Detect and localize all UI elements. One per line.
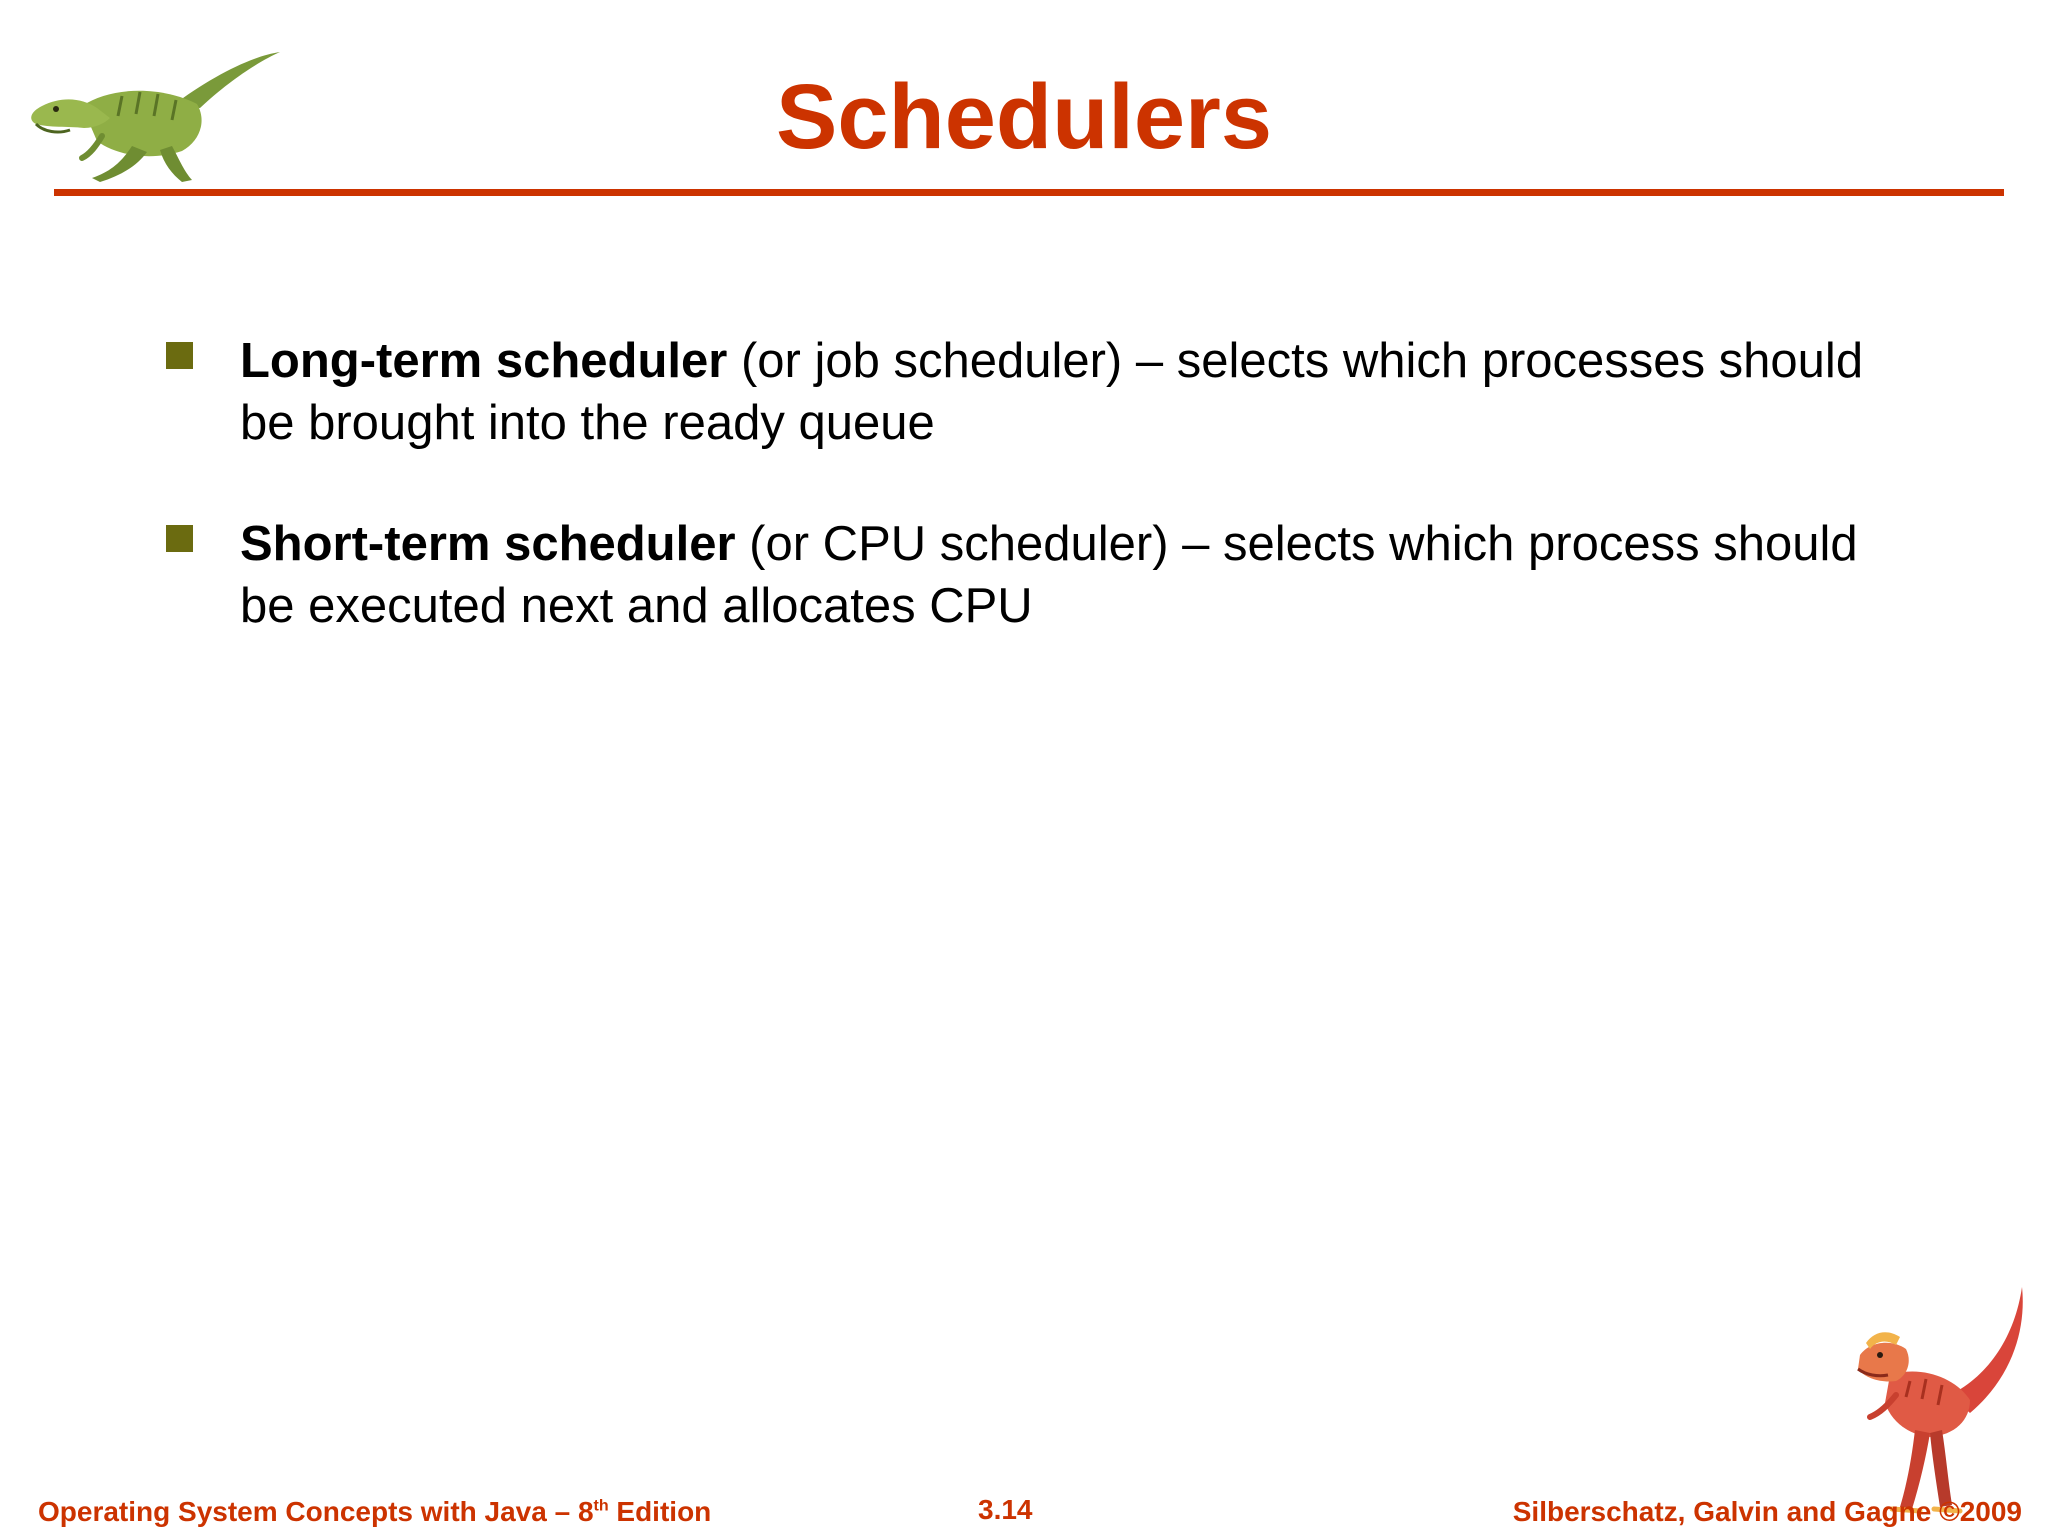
square-bullet-icon <box>166 525 193 552</box>
title-divider <box>54 189 2004 196</box>
bullet-text <box>240 513 1880 637</box>
footer-page-number: 3.14 <box>978 1494 1033 1525</box>
bullet-description: (or job scheduler) – selects which processes should be brought into the ready queue <box>240 334 1864 450</box>
bullet-text <box>240 330 1880 454</box>
footer-book-title: Operating System Concepts with Java – 8th Edition <box>38 1496 712 1527</box>
footer-authors: Silberschatz, Galvin and Gagne ©2009 <box>1512 1496 2022 1527</box>
bullet-term: Long-term scheduler <box>240 334 728 388</box>
red-dinosaur-icon <box>1830 1285 2030 1515</box>
bullet-term: Short-term scheduler <box>240 517 736 571</box>
square-bullet-icon <box>166 342 193 369</box>
bullet-description: (or CPU scheduler) – selects which process should be executed next and allocates CPU <box>240 517 1858 633</box>
slide-title: Schedulers <box>776 66 1272 168</box>
